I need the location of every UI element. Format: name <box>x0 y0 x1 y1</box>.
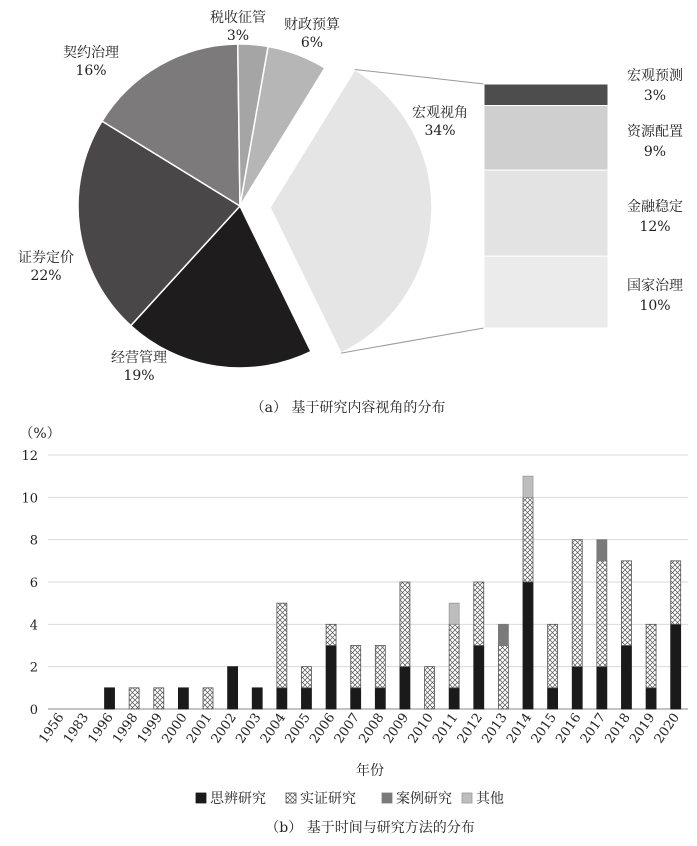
bar-empirical-2005 <box>301 667 311 688</box>
x-tick-2010: 2010 <box>405 710 437 747</box>
x-tick-2017: 2017 <box>577 710 610 747</box>
pie-pct-macro-perspective: 34% <box>424 123 456 139</box>
x-tick-1956: 1956 <box>36 710 68 747</box>
bar-speculative-2017 <box>597 667 607 709</box>
x-tick-2011: 2011 <box>430 710 462 747</box>
breakdown-segment-state-governance <box>484 256 608 328</box>
y-axis-unit-label: （%） <box>19 426 61 442</box>
bar-empirical-2015 <box>548 624 558 688</box>
pie-label-tax-administration: 税收征管 <box>210 10 266 26</box>
x-axis-label: 年份 <box>356 763 384 779</box>
bar-empirical-1999 <box>154 688 164 709</box>
bar-speculative-2019 <box>646 688 656 709</box>
pie-pct-management: 19% <box>123 368 155 384</box>
legend-label-empirical: 实证研究 <box>300 791 356 807</box>
bar-speculative-2007 <box>351 688 361 709</box>
bar-speculative-2016 <box>572 667 582 709</box>
bar-empirical-2008 <box>375 646 385 688</box>
bar-speculative-1996 <box>105 688 115 709</box>
x-tick-2009: 2009 <box>380 710 413 747</box>
x-tick-2018: 2018 <box>602 710 634 747</box>
y-tick-8: 8 <box>29 533 38 549</box>
bar-speculative-2000 <box>178 688 188 709</box>
bar-speculative-2011 <box>449 688 459 709</box>
bar-empirical-2013 <box>498 646 508 710</box>
y-tick-12: 12 <box>21 449 38 464</box>
x-tick-2015: 2015 <box>528 710 560 747</box>
bar-empirical-1998 <box>129 688 139 709</box>
legend <box>196 790 504 807</box>
bar-case-2017 <box>597 540 607 561</box>
breakdown-pct-macro-forecast: 3% <box>643 88 667 104</box>
x-tick-2014: 2014 <box>504 710 536 747</box>
x-tick-2008: 2008 <box>356 710 388 747</box>
bar-empirical-2009 <box>400 582 410 667</box>
bar-speculative-2003 <box>252 688 262 709</box>
pie-label-securities-pricing: 证券定价 <box>18 250 74 266</box>
bar-empirical-2011 <box>449 624 459 688</box>
pie-pct-securities-pricing: 22% <box>30 268 62 284</box>
bar-empirical-2019 <box>646 624 656 688</box>
x-tick-2002: 2002 <box>208 710 240 747</box>
y-tick-2: 2 <box>29 660 38 676</box>
bar-empirical-2017 <box>597 561 607 667</box>
legend-label-case: 案例研究 <box>396 791 452 807</box>
breakdown-label-macro-forecast: 宏观预测 <box>627 68 683 84</box>
x-tick-2016: 2016 <box>553 710 585 747</box>
bar-speculative-2002 <box>228 667 238 709</box>
x-tick-1998: 1998 <box>110 710 142 747</box>
x-tick-2007: 2007 <box>331 710 363 747</box>
x-tick-1996: 1996 <box>85 710 117 747</box>
x-tick-1999: 1999 <box>134 710 167 747</box>
x-tick-2001: 2001 <box>184 710 216 747</box>
x-tick-2019: 2019 <box>627 710 659 747</box>
x-tick-2000: 2000 <box>159 710 191 747</box>
bar-empirical-2014 <box>523 497 533 582</box>
legend-swatch-case <box>382 793 392 803</box>
bar-case-2013 <box>498 624 508 645</box>
bar-other-2011 <box>449 603 459 624</box>
x-axis-ticks <box>36 711 683 747</box>
breakdown-label-state-governance: 国家治理 <box>627 278 683 295</box>
pie-label-management: 经营管理 <box>111 350 167 366</box>
breakdown-pct-resource-allocation: 9% <box>643 143 667 160</box>
legend-swatch-speculative <box>196 793 206 803</box>
breakdown-segment-resource-allocation <box>484 106 608 171</box>
pie-chart <box>18 9 468 384</box>
bar-empirical-2012 <box>474 582 484 646</box>
bar-speculative-2009 <box>400 667 410 709</box>
bar-empirical-2020 <box>671 561 681 625</box>
bar-empirical-2010 <box>425 667 435 709</box>
pie-pct-fiscal-budget: 6% <box>300 35 324 51</box>
bar-speculative-2008 <box>375 688 385 709</box>
bar-speculative-2018 <box>621 646 631 710</box>
bar-empirical-2016 <box>572 540 582 667</box>
y-tick-10: 10 <box>21 491 38 507</box>
pie-pct-contract-governance: 16% <box>75 63 107 79</box>
pie-label-fiscal-budget: 财政预算 <box>284 17 340 33</box>
bar-empirical-2007 <box>351 646 361 688</box>
y-tick-0: 0 <box>29 703 38 718</box>
caption-a: （a） 基于研究内容视角的分布 <box>250 400 446 416</box>
bar-speculative-2014 <box>523 582 533 709</box>
breakdown-pct-financial-stability: 12% <box>639 219 671 236</box>
bar-other-2014 <box>523 476 533 497</box>
x-tick-2020: 2020 <box>651 710 683 747</box>
breakdown-pct-state-governance: 10% <box>639 298 671 315</box>
caption-b: （b） 基于时间与研究方法的分布 <box>265 820 475 836</box>
bar-empirical-2001 <box>203 688 213 709</box>
x-tick-2003: 2003 <box>233 710 265 747</box>
bar-speculative-2005 <box>301 688 311 709</box>
bar-speculative-2015 <box>548 688 558 709</box>
pie-label-contract-governance: 契约治理 <box>63 45 119 61</box>
bar-empirical-2018 <box>621 561 631 646</box>
x-tick-2012: 2012 <box>454 710 487 747</box>
x-tick-2006: 2006 <box>307 710 339 747</box>
bar-empirical-2006 <box>326 624 336 645</box>
bar-speculative-2006 <box>326 646 336 710</box>
legend-label-speculative: 思辨研究 <box>210 791 266 807</box>
connector-line-top <box>355 69 484 84</box>
pie-pct-tax-administration: 3% <box>226 28 250 44</box>
bar-speculative-2004 <box>277 688 287 709</box>
bar-chart <box>105 476 681 709</box>
x-tick-2005: 2005 <box>282 710 314 747</box>
bar-speculative-2020 <box>671 624 681 709</box>
y-tick-4: 4 <box>29 618 38 634</box>
x-tick-2004: 2004 <box>257 710 290 747</box>
legend-swatch-empirical <box>286 793 296 803</box>
legend-swatch-other <box>462 793 472 803</box>
x-tick-2013: 2013 <box>479 710 511 747</box>
pie-label-macro-perspective: 宏观视角 <box>412 105 468 121</box>
x-tick-1983: 1983 <box>60 710 93 747</box>
y-tick-6: 6 <box>29 576 38 591</box>
breakdown-segment-macro-forecast <box>484 84 608 106</box>
breakdown-label-resource-allocation: 资源配置 <box>627 123 683 140</box>
breakdown-segment-financial-stability <box>484 170 608 256</box>
breakdown-label-financial-stability: 金融稳定 <box>627 199 683 216</box>
bar-empirical-2004 <box>277 603 287 688</box>
bar-speculative-2012 <box>474 646 484 710</box>
legend-label-other: 其他 <box>476 791 504 807</box>
